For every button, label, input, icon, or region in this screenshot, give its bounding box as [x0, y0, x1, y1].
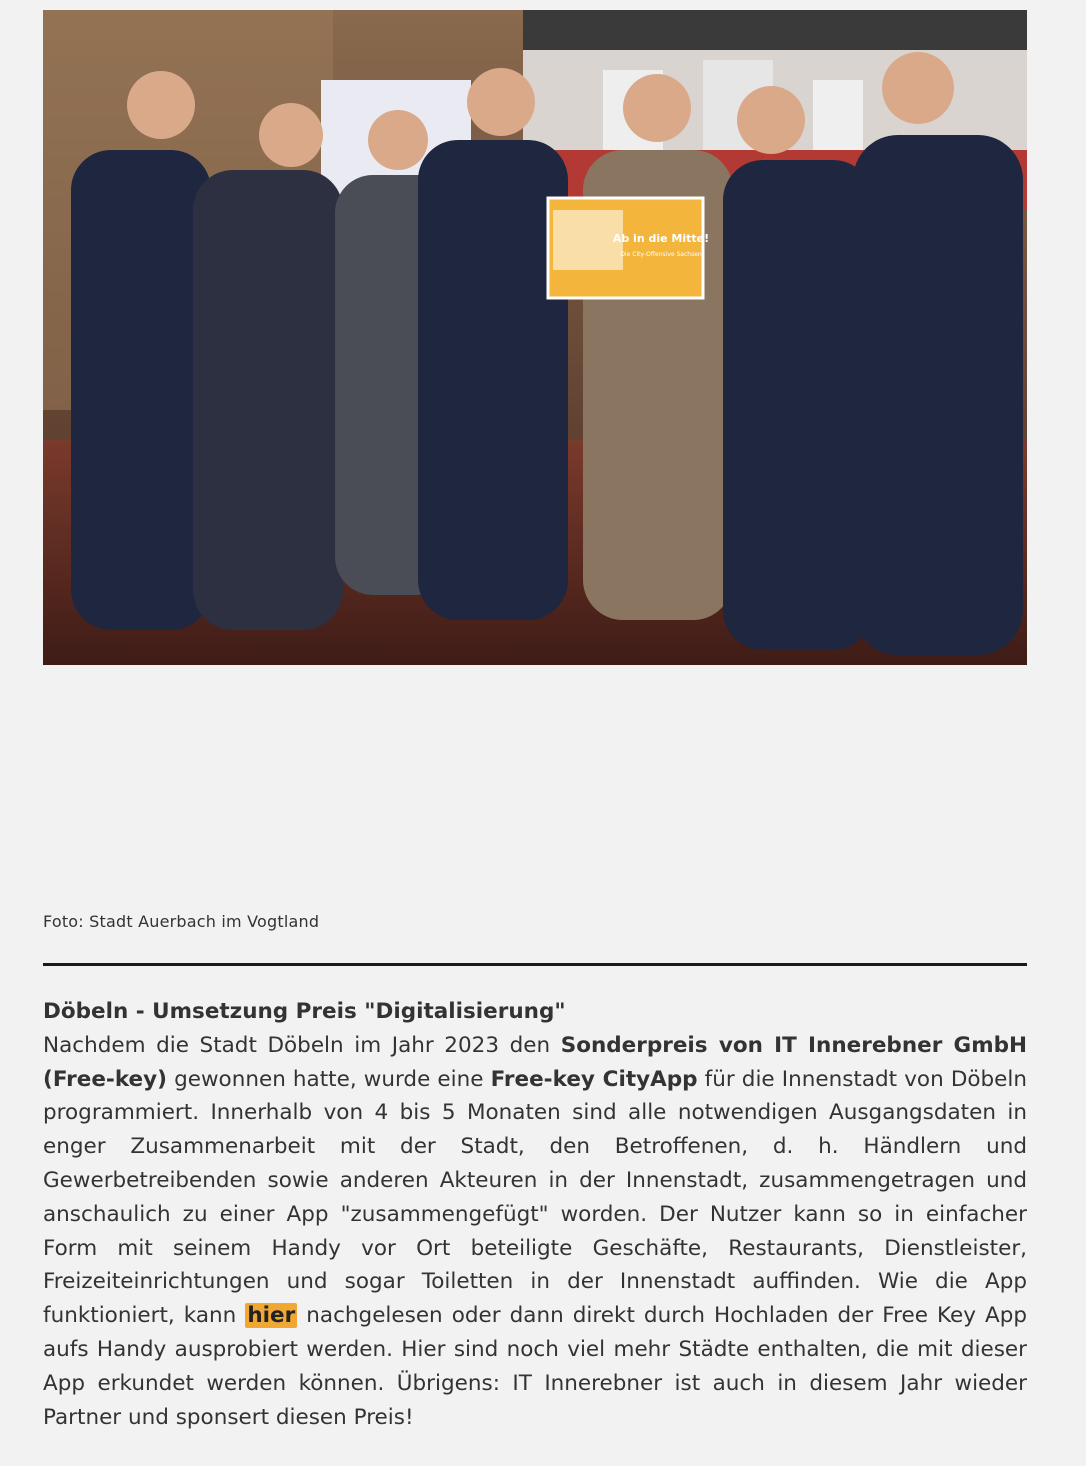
article-bold-award: Sonderpreis von IT Innerebner GmbH (Free-key) [43, 1032, 1027, 1092]
article-body [43, 1029, 1027, 1435]
article-heading: Döbeln - Umsetzung Preis "Digitalisierung" [43, 999, 566, 1024]
article-text-1: Nachdem die Stadt Döbeln im Jahr 2023 den [43, 1032, 561, 1058]
article-text-4: nachgelesen oder dann direkt durch Hochladen der Free Key App aufs Handy ausprobiert werden. Hier sind noch viel mehr Städte enthalten, die mit dieser App erkundet werden können. Übrigens: IT Innerebner ist auch in diesem Jahr wieder Partner und sponsert diesen Preis! [43, 1303, 1028, 1430]
certificate-subtitle: Die City-Offensive Sachsen [620, 251, 702, 258]
article-bold-app: Free-key CityApp [490, 1066, 698, 1092]
award-photo-illustration [43, 10, 1027, 665]
article [43, 995, 1027, 1434]
hier-link[interactable]: hier [247, 1303, 296, 1329]
photo-caption: Foto: Stadt Auerbach im Vogtland [43, 912, 320, 931]
article-text-2: gewonnen hatte, wurde eine [166, 1066, 491, 1092]
section-divider [43, 963, 1027, 966]
certificate-title: Ab in die Mitte! [612, 232, 710, 245]
award-photo [43, 10, 1027, 665]
article-text-3: für die Innenstadt von Döbeln programmiert. Innerhalb von 4 bis 5 Monaten sind alle notwendigen Ausgangsdaten in enger Zusammenarbeit mit der Stadt, den Betroffenen, d. h. Händlern und Gewerbetreibenden sowie anderen Akteuren in der Innenstadt, zusammengetragen und anschaulich zu einer App "zusammengefügt" worden. Der Nutzer kann so in einfacher Form mit seinem Handy vor Ort beteiligte Geschäfte, Restaurants, Dienstleister, Freizeiteinrichtungen und sogar Toiletten in der Innenstadt auffinden. Wie die App funktioniert, kann [43, 1066, 1028, 1329]
